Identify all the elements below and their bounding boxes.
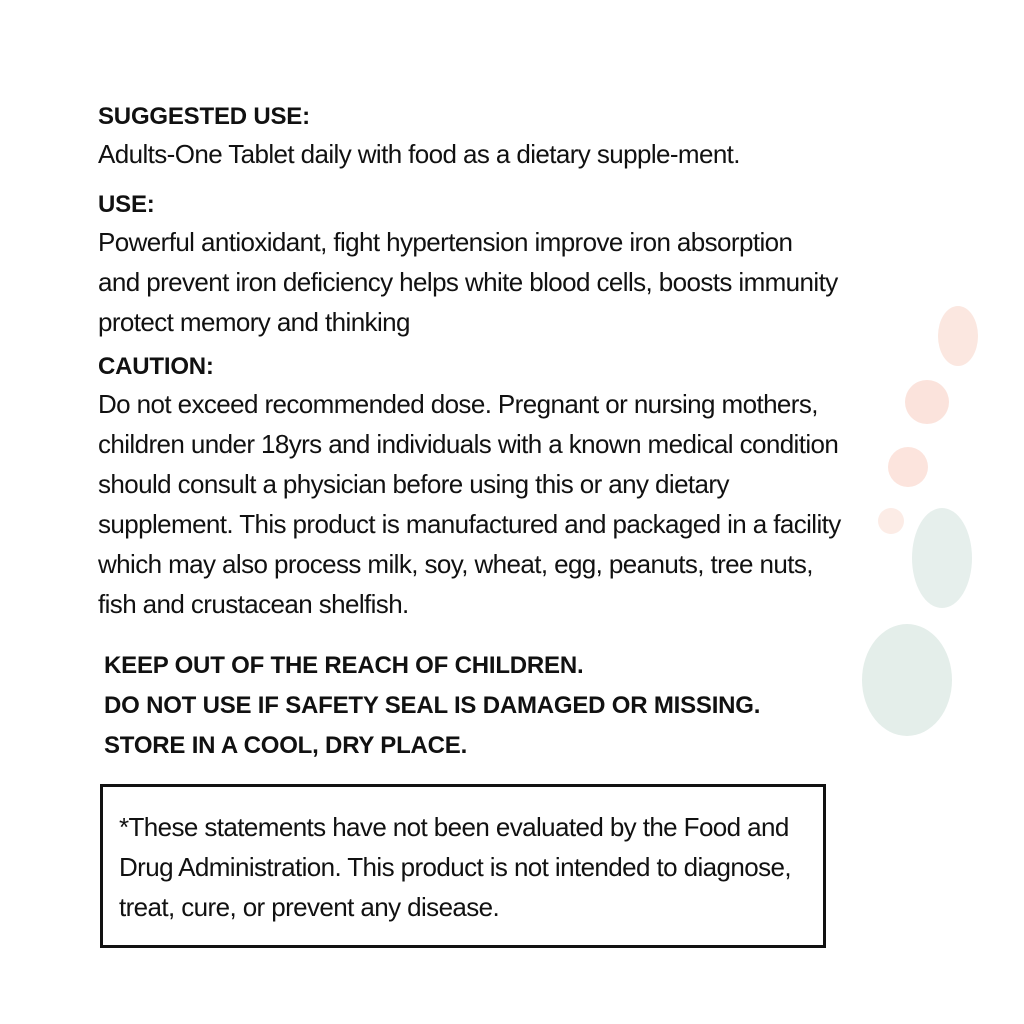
warning-keep-out-of-reach: KEEP OUT OF THE REACH OF CHILDREN. bbox=[104, 652, 584, 679]
label-content bbox=[98, 100, 898, 624]
warning-safety-seal: DO NOT USE IF SAFETY SEAL IS DAMAGED OR MISSING. bbox=[104, 692, 761, 719]
caution-heading: CAUTION: bbox=[98, 353, 214, 380]
caution-section bbox=[98, 350, 898, 624]
disclaimer-line: treat, cure, or prevent any disease. bbox=[119, 892, 500, 922]
use-section bbox=[98, 188, 898, 342]
caution-line: children under 18yrs and individuals with a known medical condition bbox=[98, 429, 839, 459]
caution-line: should consult a physician before using this or any dietary bbox=[98, 469, 729, 499]
caution-line: fish and crustacean shelfish. bbox=[98, 589, 409, 619]
warning-storage: STORE IN A COOL, DRY PLACE. bbox=[104, 732, 468, 759]
use-line: Powerful antioxidant, fight hypertension improve iron absorption bbox=[98, 227, 793, 257]
caution-line: Do not exceed recommended dose. Pregnant or nursing mothers, bbox=[98, 389, 818, 419]
use-text bbox=[98, 222, 898, 342]
warnings-block bbox=[104, 646, 760, 766]
decorative-dot bbox=[912, 508, 972, 608]
use-heading: USE: bbox=[98, 191, 155, 218]
fda-disclaimer-text bbox=[119, 807, 791, 927]
decorative-dot bbox=[862, 624, 952, 736]
suggested-use-heading: SUGGESTED USE: bbox=[98, 103, 310, 130]
fda-disclaimer-box bbox=[100, 784, 826, 948]
decorative-dot bbox=[905, 380, 949, 424]
caution-line: which may also process milk, soy, wheat, egg, peanuts, tree nuts, bbox=[98, 549, 813, 579]
caution-text bbox=[98, 384, 898, 624]
disclaimer-line: Drug Administration. This product is not intended to diagnose, bbox=[119, 852, 791, 882]
suggested-use-section bbox=[98, 100, 898, 174]
suggested-use-text bbox=[98, 134, 898, 174]
disclaimer-line: *These statements have not been evaluated by the Food and bbox=[119, 812, 789, 842]
caution-line: supplement. This product is manufactured and packaged in a facility bbox=[98, 509, 841, 539]
suggested-use-line: Adults-One Tablet daily with food as a dietary supple-ment. bbox=[98, 139, 740, 169]
decorative-dot bbox=[938, 306, 978, 366]
use-line: protect memory and thinking bbox=[98, 307, 410, 337]
use-line: and prevent iron deficiency helps white blood cells, boosts immunity bbox=[98, 267, 838, 297]
